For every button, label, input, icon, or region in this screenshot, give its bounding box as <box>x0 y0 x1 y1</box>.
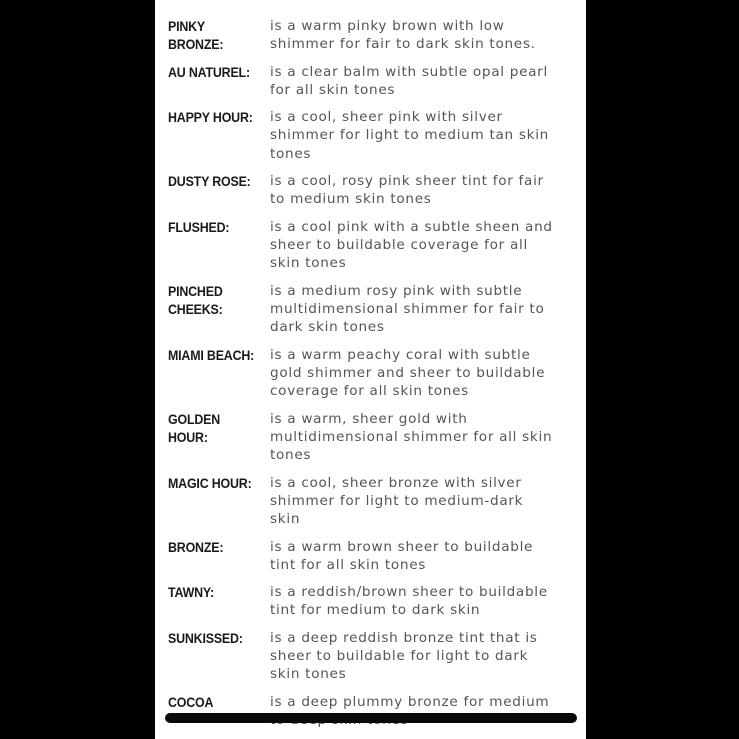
list-item <box>168 346 578 410</box>
shade-description: is a deep reddish bronze tint that is sheer to buildable for light to dark skin tones <box>270 629 538 683</box>
shade-name: DUSTY ROSE: <box>168 174 251 189</box>
shade-name: GOLDEN HOUR: <box>168 411 221 445</box>
list-item <box>168 583 578 629</box>
shade-name: AU NATUREL: <box>168 64 250 80</box>
shade-description: is a deep plummy bronze for medium <box>270 693 550 710</box>
shade-name: PINKY BRONZE: <box>168 19 224 52</box>
list-item <box>168 538 578 584</box>
shade-description: is a clear balm with subtle opal pearl for all skin tones <box>270 63 548 98</box>
shade-name: MAGIC HOUR: <box>168 475 252 491</box>
shade-description: is a warm, sheer gold with multidimensional shimmer for all skin tones <box>270 410 553 464</box>
list-item <box>168 218 578 282</box>
shade-description: is a cool, rosy pink sheer tint for fair to medium skin tones <box>270 173 544 208</box>
shade-name: FLUSHED: <box>168 219 230 235</box>
list-item <box>168 108 578 172</box>
list-item <box>168 410 578 474</box>
shade-description: is a warm brown sheer to buildable tint for all skin tones <box>270 538 534 573</box>
document-page <box>155 0 586 739</box>
shade-name: PINCHED CHEEKS: <box>168 283 223 317</box>
shade-description: is a warm peachy coral with subtle gold shimmer and sheer to buildable coverage for all skin tones <box>270 346 546 400</box>
shade-description: is a cool, sheer bronze with silver shimmer for light to medium-dark skin <box>270 474 524 528</box>
list-item <box>168 629 578 693</box>
shade-name: MIAMI BEACH: <box>168 347 255 363</box>
list-item <box>168 474 578 538</box>
shade-name: SUNKISSED: <box>168 630 243 646</box>
shade-description: is a medium rosy pink with subtle multidimensional shimmer for fair to dark skin tones <box>270 282 545 336</box>
shade-description: is a cool, sheer pink with silver shimmer for light to medium tan skin tones <box>270 109 549 162</box>
shade-name: TAWNY: <box>168 585 215 600</box>
shade-description: is a warm pinky brown with low shimmer for fair to dark skin tones. <box>270 18 536 53</box>
shade-description: is a cool pink with a subtle sheen and sheer to buildable coverage for all skin tones <box>270 218 553 272</box>
shade-name: HAPPY HOUR: <box>168 110 253 125</box>
shade-description: is a reddish/brown sheer to buildable tint for medium to dark skin <box>270 584 548 619</box>
list-item <box>168 63 578 109</box>
list-item <box>168 282 578 346</box>
list-item <box>168 172 578 218</box>
shade-name: BRONZE: <box>168 539 224 555</box>
shade-name: COCOA <box>168 694 214 710</box>
list-item <box>168 17 578 63</box>
scrollbar[interactable] <box>165 713 577 723</box>
shade-list <box>168 17 578 733</box>
